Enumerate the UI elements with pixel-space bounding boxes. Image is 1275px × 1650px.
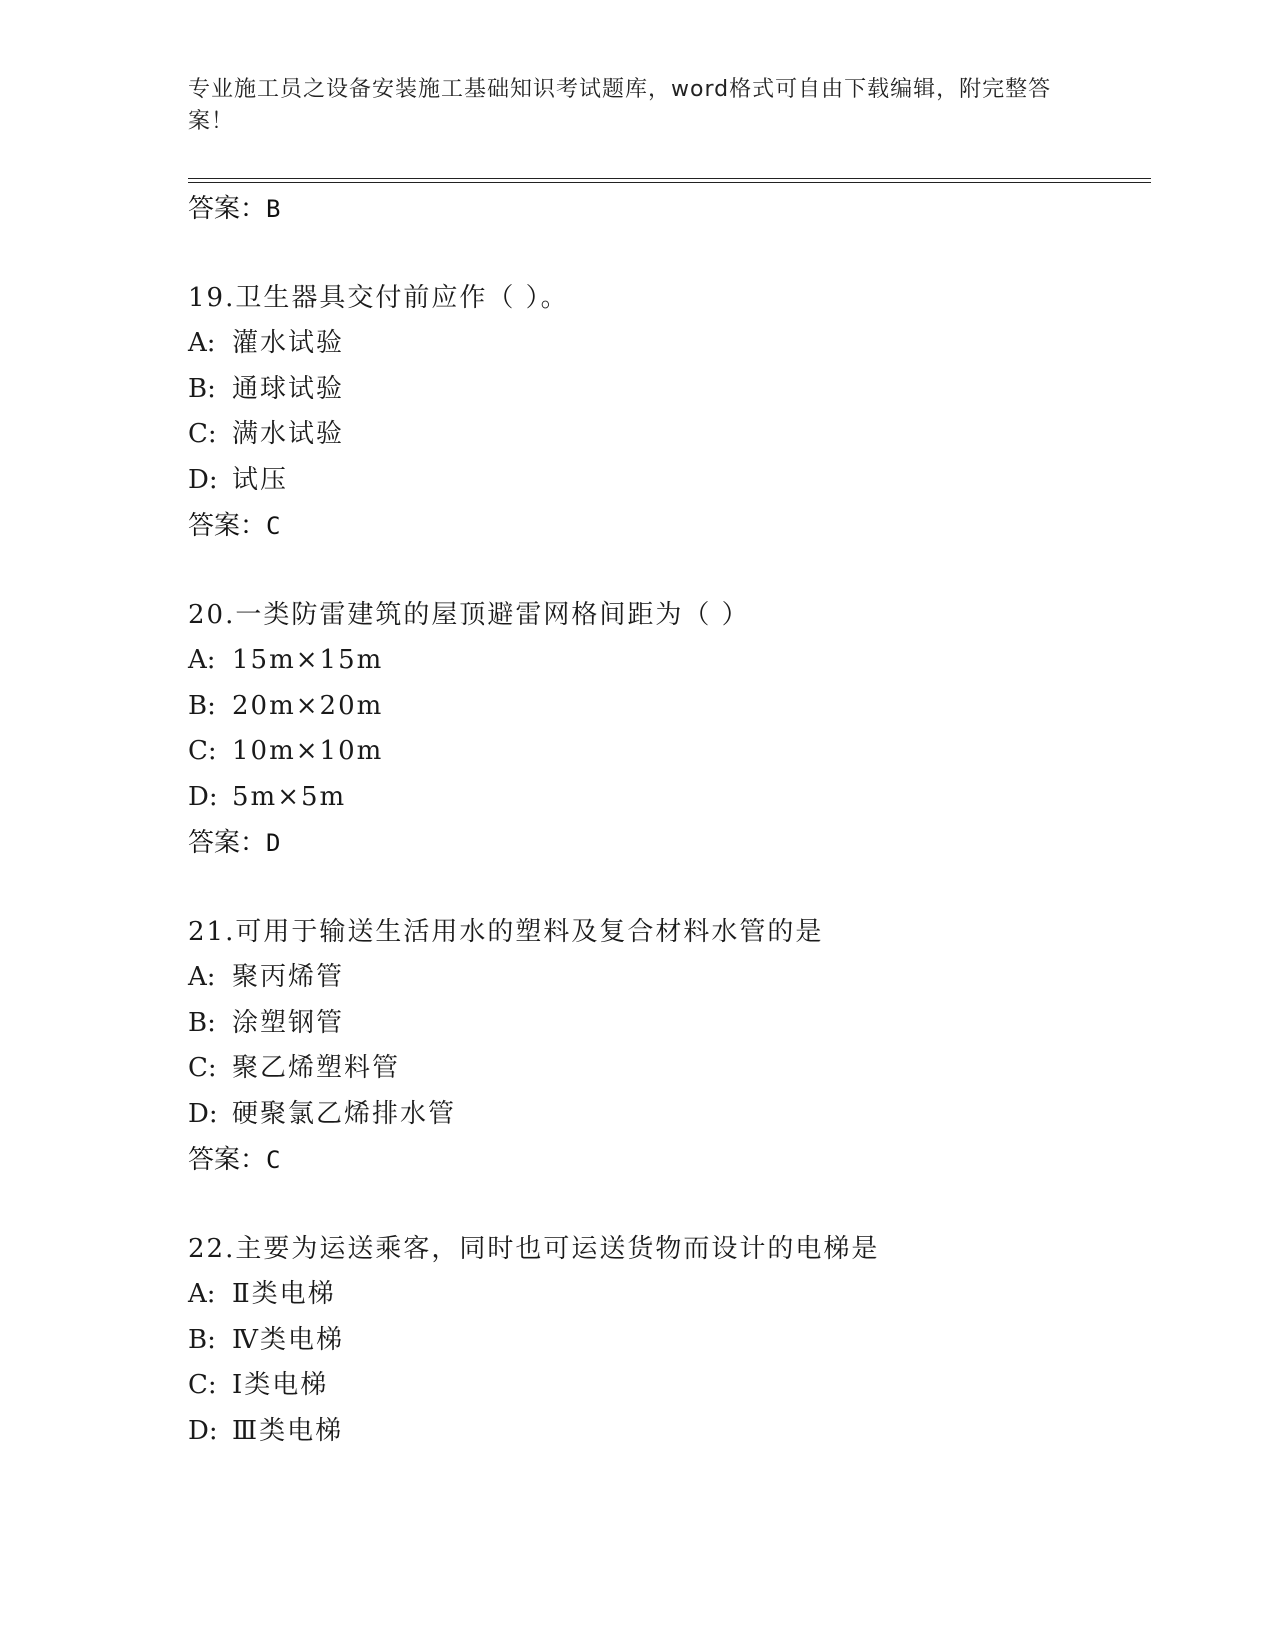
answer-value: D [266,829,281,857]
option-letter: D: [188,1098,218,1129]
option-letter: A: [188,962,216,992]
option-a [188,955,1151,1001]
option-text: 5m×5m [232,781,347,812]
option-letter: C: [188,1370,217,1400]
option-b [188,367,1151,413]
option-d [188,775,1151,821]
question-text: 20.一类防雷建筑的屋顶避雷网格间距为（ ） [188,600,750,630]
question-text: 19.卫生器具交付前应作（ ）。 [188,283,569,313]
question-block [188,910,1151,1183]
option-text: Ⅲ类电梯 [232,1415,344,1446]
question-block [188,593,1151,866]
option-c [188,1046,1151,1092]
document-header: 专业施工员之设备安装施工基础知识考试题库，word格式可自由下载编辑，附完整答案！ [188,77,1052,134]
option-letter: B: [188,373,216,404]
option-text: 聚丙烯管 [232,962,345,992]
option-letter: D: [188,781,218,812]
option-d [188,1092,1151,1138]
option-text: 硬聚氯乙烯排水管 [232,1098,457,1129]
option-text: Ⅰ类电梯 [232,1370,329,1400]
answer-line [188,1137,1151,1183]
header-divider-bottom [188,182,1151,183]
option-a [188,1272,1151,1318]
option-letter: B: [188,1007,216,1038]
option-letter: D: [188,1415,218,1446]
option-b [188,684,1151,730]
option-a [188,638,1151,684]
option-text: Ⅱ类电梯 [232,1279,336,1309]
option-text: 灌水试验 [232,328,345,358]
option-text: 20m×20m [232,690,384,721]
question-text: 22.主要为运送乘客，同时也可运送货物而设计的电梯是 [188,1234,880,1264]
option-d [188,458,1151,504]
option-letter: A: [188,1279,216,1309]
question-block [188,276,1151,549]
option-letter: B: [188,1324,216,1355]
option-b [188,1318,1151,1364]
header-divider-top [188,178,1151,179]
option-text: 满水试验 [232,419,345,449]
option-letter: A: [188,328,216,358]
option-letter: B: [188,690,216,721]
option-letter: A: [188,645,216,675]
answer-label: 答案： [188,828,267,858]
option-text: 涂塑钢管 [232,1007,345,1038]
answer-value: C [266,1146,281,1174]
answer-label: 答案： [188,1145,267,1175]
answer-value: C [266,512,281,540]
option-d [188,1409,1151,1455]
option-text: 试压 [232,464,289,495]
question-text: 21.可用于输送生活用水的塑料及复合材料水管的是 [188,917,824,947]
option-letter: D: [188,464,218,495]
option-letter: C: [188,736,217,766]
answer-line [188,820,1151,866]
option-text: 15m×15m [232,645,384,675]
answer-label: 答案： [188,194,267,224]
option-letter: C: [188,419,217,449]
option-b [188,1001,1151,1047]
question-block [188,1227,1151,1454]
option-text: 聚乙烯塑料管 [232,1053,401,1083]
question-list [188,186,1151,1454]
answer-line [188,186,1151,232]
option-letter: C: [188,1053,217,1083]
option-c [188,412,1151,458]
answer-line [188,503,1151,549]
option-c [188,1363,1151,1409]
option-a [188,321,1151,367]
option-text: Ⅳ类电梯 [232,1324,344,1355]
option-text: 通球试验 [232,373,345,404]
answer-label: 答案： [188,511,267,541]
answer-value: B [266,195,281,223]
option-c [188,729,1151,775]
option-text: 10m×10m [232,736,384,766]
